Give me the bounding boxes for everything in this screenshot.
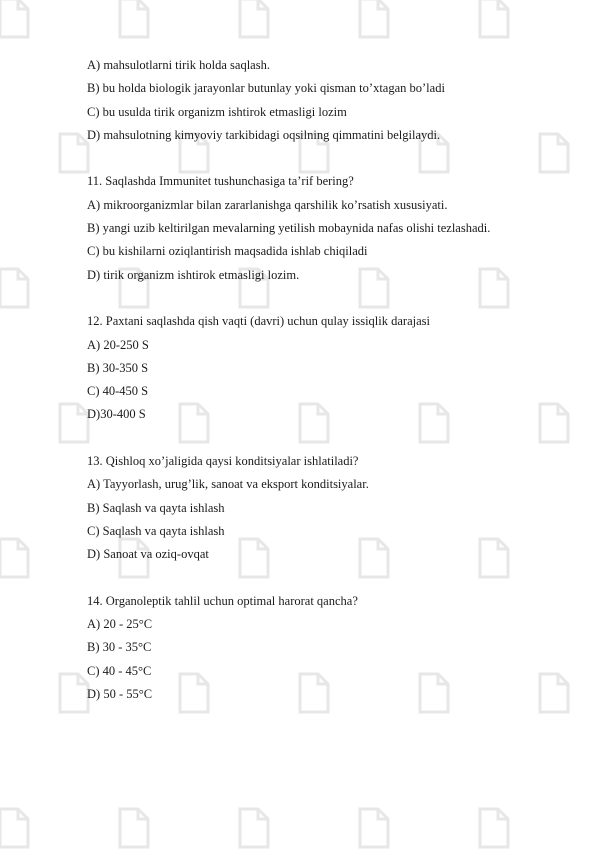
text-line: C) bu usulda tirik organizm ishtirok etmasligi lozim xyxy=(87,104,347,119)
text-line: 11. Saqlashda Immunitet tushunchasiga ta’rif bering? xyxy=(87,174,354,189)
text-line: D) mahsulotning kimyoviy tarkibidagi oqsilning qimmatini belgilaydi. xyxy=(87,127,441,142)
document-body xyxy=(87,54,575,706)
text-line: A) 20-250 S xyxy=(87,337,149,352)
text-line: 13. Qishloq xo’jaligida qaysi konditsiyalar ishlatiladi? xyxy=(87,454,359,469)
text-line: A) Tayyorlash, urug’lik, sanoat va eksport konditsiyalar. xyxy=(87,477,369,492)
text-line: B) 30 - 35°C xyxy=(87,640,152,655)
watermark-icon xyxy=(230,0,276,41)
text-line: 14. Organoleptik tahlil uchun optimal harorat qancha? xyxy=(87,593,358,608)
watermark-icon xyxy=(350,0,396,41)
text-line: C) Saqlash va qayta ishlash xyxy=(87,523,225,538)
blank-line xyxy=(87,567,575,590)
text-line: C) 40 - 45°C xyxy=(87,663,152,678)
text-line: D)30-400 S xyxy=(87,407,146,422)
blank-line xyxy=(87,287,575,310)
text-line: C) 40-450 S xyxy=(87,384,149,399)
text-line: D) tirik organizm ishtirok etmasligi lozim. xyxy=(87,267,300,282)
watermark-icon xyxy=(0,535,36,581)
text-line: B) bu holda biologik jarayonlar butunlay yoki qisman to’xtagan bo’ladi xyxy=(87,81,445,96)
watermark-icon xyxy=(110,805,156,851)
watermark-icon xyxy=(0,265,36,311)
text-line: B) yangi uzib keltirilgan mevalarning yetilish mobaynida nafas olishi tezlashadi. xyxy=(87,221,491,236)
text-line: A) mikroorganizmlar bilan zararlanishga qarshilik ko’rsatish xususiyati. xyxy=(87,197,448,212)
text-line: A) 20 - 25°C xyxy=(87,617,153,632)
watermark-icon xyxy=(110,0,156,41)
watermark-icon xyxy=(470,805,516,851)
watermark-icon xyxy=(0,805,36,851)
text-line: D) Sanoat va oziq-ovqat xyxy=(87,547,209,562)
watermark-icon xyxy=(0,0,36,41)
watermark-icon xyxy=(470,0,516,41)
text-line: C) bu kishilarni oziqlantirish maqsadida ishlab chiqiladi xyxy=(87,244,368,259)
blank-line xyxy=(87,147,575,170)
text-line: B) 30-350 S xyxy=(87,360,149,375)
blank-line xyxy=(87,427,575,450)
text-line: 12. Paxtani saqlashda qish vaqti (davri) uchun qulay issiqlik darajasi xyxy=(87,314,430,329)
text-line: D) 50 - 55°C xyxy=(87,687,153,702)
text-line: B) Saqlash va qayta ishlash xyxy=(87,500,225,515)
watermark-icon xyxy=(230,805,276,851)
watermark-icon xyxy=(350,805,396,851)
text-line: A) mahsulotlarni tirik holda saqlash. xyxy=(87,58,270,72)
